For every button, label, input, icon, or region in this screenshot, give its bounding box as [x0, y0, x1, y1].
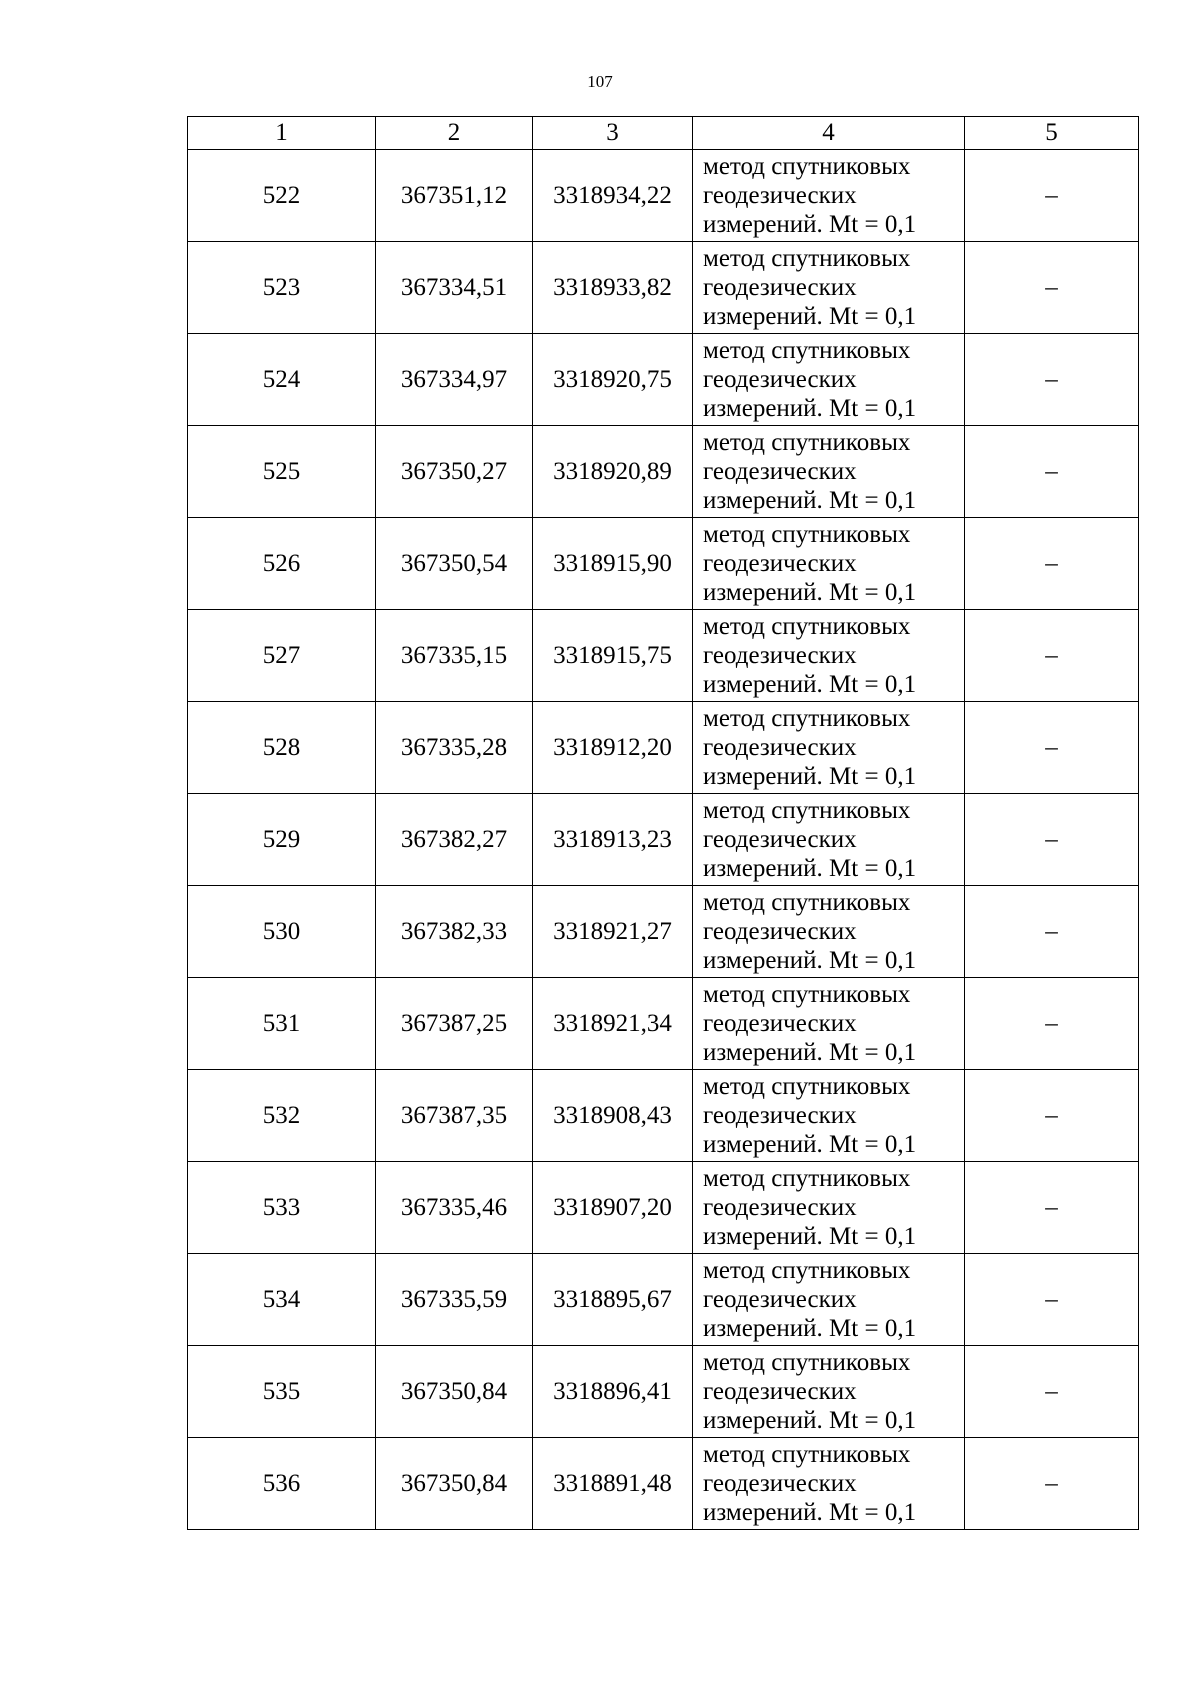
note-cell: – — [965, 702, 1139, 794]
table-row — [188, 1346, 1139, 1438]
coordinate-x-cell: 367387,25 — [376, 978, 533, 1070]
note-cell: – — [965, 426, 1139, 518]
coordinate-y-cell: 3318908,43 — [533, 1070, 693, 1162]
table-row — [188, 334, 1139, 426]
coordinate-y-cell: 3318891,48 — [533, 1438, 693, 1530]
note-cell: – — [965, 886, 1139, 978]
note-cell: – — [965, 1346, 1139, 1438]
method-cell: метод спутниковых геодезических измерений. Mt = 0,1 — [693, 702, 965, 794]
method-cell: метод спутниковых геодезических измерений. Mt = 0,1 — [693, 978, 965, 1070]
note-cell: – — [965, 334, 1139, 426]
header-row — [188, 117, 1139, 150]
point-number-cell: 531 — [188, 978, 376, 1070]
coordinate-x-cell: 367335,59 — [376, 1254, 533, 1346]
method-cell: метод спутниковых геодезических измерений. Mt = 0,1 — [693, 1438, 965, 1530]
coordinates-table — [187, 116, 1139, 1530]
column-header-2: 2 — [376, 117, 533, 150]
table-header — [188, 117, 1139, 150]
method-cell: метод спутниковых геодезических измерений. Mt = 0,1 — [693, 426, 965, 518]
coordinate-y-cell: 3318895,67 — [533, 1254, 693, 1346]
coordinate-x-cell: 367351,12 — [376, 150, 533, 242]
point-number-cell: 530 — [188, 886, 376, 978]
table-row — [188, 150, 1139, 242]
coordinate-x-cell: 367334,97 — [376, 334, 533, 426]
coordinate-x-cell: 367335,28 — [376, 702, 533, 794]
point-number-cell: 522 — [188, 150, 376, 242]
method-cell: метод спутниковых геодезических измерений. Mt = 0,1 — [693, 242, 965, 334]
table-row — [188, 242, 1139, 334]
table-row — [188, 1070, 1139, 1162]
method-cell: метод спутниковых геодезических измерений. Mt = 0,1 — [693, 518, 965, 610]
table-row — [188, 702, 1139, 794]
method-cell: метод спутниковых геодезических измерений. Mt = 0,1 — [693, 794, 965, 886]
coordinate-y-cell: 3318896,41 — [533, 1346, 693, 1438]
column-header-3: 3 — [533, 117, 693, 150]
point-number-cell: 525 — [188, 426, 376, 518]
coordinate-y-cell: 3318934,22 — [533, 150, 693, 242]
method-cell: метод спутниковых геодезических измерений. Mt = 0,1 — [693, 150, 965, 242]
method-cell: метод спутниковых геодезических измерений. Mt = 0,1 — [693, 610, 965, 702]
column-header-1: 1 — [188, 117, 376, 150]
coordinate-y-cell: 3318920,75 — [533, 334, 693, 426]
note-cell: – — [965, 242, 1139, 334]
method-cell: метод спутниковых геодезических измерений. Mt = 0,1 — [693, 334, 965, 426]
note-cell: – — [965, 1070, 1139, 1162]
point-number-cell: 528 — [188, 702, 376, 794]
note-cell: – — [965, 978, 1139, 1070]
table-row — [188, 886, 1139, 978]
table-body — [188, 150, 1139, 1530]
point-number-cell: 523 — [188, 242, 376, 334]
note-cell: – — [965, 610, 1139, 702]
point-number-cell: 524 — [188, 334, 376, 426]
coordinate-x-cell: 367387,35 — [376, 1070, 533, 1162]
coordinate-x-cell: 367335,46 — [376, 1162, 533, 1254]
note-cell: – — [965, 1254, 1139, 1346]
coordinate-x-cell: 367350,27 — [376, 426, 533, 518]
coordinate-y-cell: 3318915,90 — [533, 518, 693, 610]
table-row — [188, 518, 1139, 610]
point-number-cell: 535 — [188, 1346, 376, 1438]
point-number-cell: 536 — [188, 1438, 376, 1530]
method-cell: метод спутниковых геодезических измерений. Mt = 0,1 — [693, 1070, 965, 1162]
point-number-cell: 532 — [188, 1070, 376, 1162]
coordinate-y-cell: 3318920,89 — [533, 426, 693, 518]
coordinate-x-cell: 367335,15 — [376, 610, 533, 702]
method-cell: метод спутниковых геодезических измерений. Mt = 0,1 — [693, 886, 965, 978]
note-cell: – — [965, 794, 1139, 886]
table-row — [188, 978, 1139, 1070]
table-row — [188, 794, 1139, 886]
note-cell: – — [965, 150, 1139, 242]
table-row — [188, 1254, 1139, 1346]
table-row — [188, 1162, 1139, 1254]
point-number-cell: 526 — [188, 518, 376, 610]
note-cell: – — [965, 1438, 1139, 1530]
method-cell: метод спутниковых геодезических измерений. Mt = 0,1 — [693, 1162, 965, 1254]
point-number-cell: 533 — [188, 1162, 376, 1254]
method-cell: метод спутниковых геодезических измерений. Mt = 0,1 — [693, 1346, 965, 1438]
coordinate-y-cell: 3318913,23 — [533, 794, 693, 886]
point-number-cell: 534 — [188, 1254, 376, 1346]
column-header-4: 4 — [693, 117, 965, 150]
table-row — [188, 1438, 1139, 1530]
coordinate-y-cell: 3318933,82 — [533, 242, 693, 334]
coordinate-y-cell: 3318907,20 — [533, 1162, 693, 1254]
point-number-cell: 529 — [188, 794, 376, 886]
coordinate-y-cell: 3318915,75 — [533, 610, 693, 702]
coordinate-x-cell: 367350,84 — [376, 1346, 533, 1438]
coordinate-x-cell: 367382,27 — [376, 794, 533, 886]
table-row — [188, 610, 1139, 702]
page-number: 107 — [587, 72, 613, 91]
coordinate-y-cell: 3318921,34 — [533, 978, 693, 1070]
coordinate-x-cell: 367350,84 — [376, 1438, 533, 1530]
method-cell: метод спутниковых геодезических измерений. Mt = 0,1 — [693, 1254, 965, 1346]
column-header-5: 5 — [965, 117, 1139, 150]
note-cell: – — [965, 518, 1139, 610]
coordinate-y-cell: 3318912,20 — [533, 702, 693, 794]
coordinate-x-cell: 367382,33 — [376, 886, 533, 978]
coordinate-x-cell: 367334,51 — [376, 242, 533, 334]
point-number-cell: 527 — [188, 610, 376, 702]
table-row — [188, 426, 1139, 518]
coordinate-y-cell: 3318921,27 — [533, 886, 693, 978]
coordinate-x-cell: 367350,54 — [376, 518, 533, 610]
note-cell: – — [965, 1162, 1139, 1254]
